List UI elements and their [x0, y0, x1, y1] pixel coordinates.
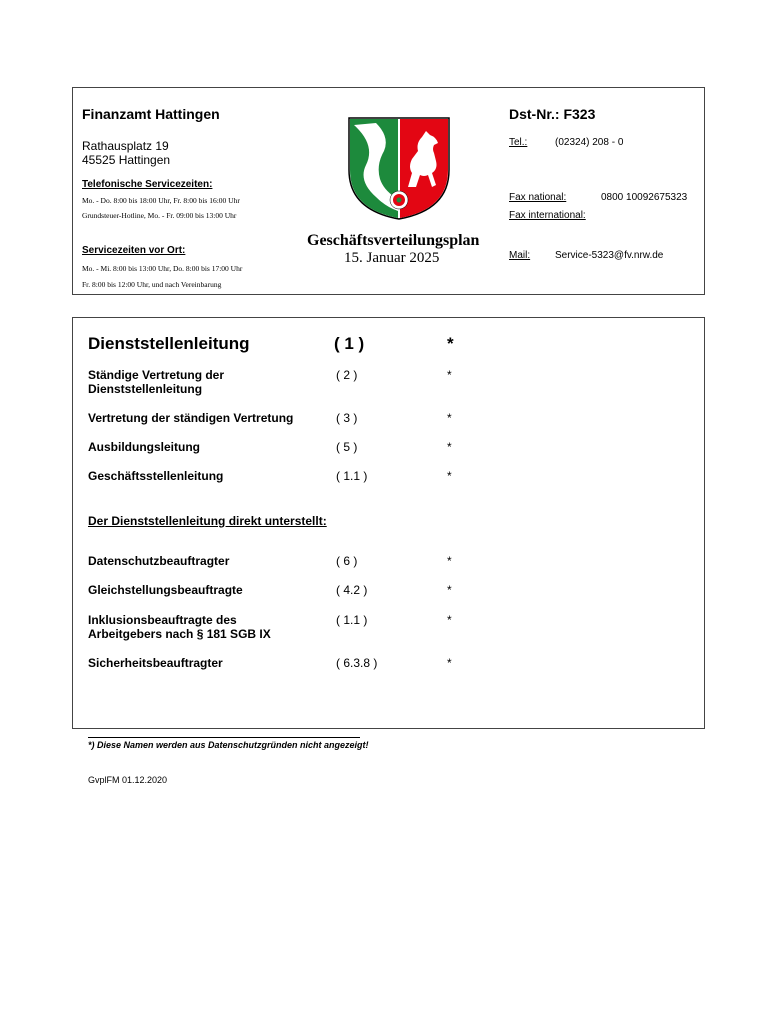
row-star-vertretung-der-standigen: *: [447, 411, 452, 425]
lead-label: Dienststellenleitung: [88, 334, 250, 353]
footnote-divider: [88, 737, 360, 738]
tel-label: Tel.:: [509, 137, 528, 148]
address-line-2: 45525 Hattingen: [82, 153, 171, 167]
sub-row-label-sicherheit: Sicherheitsbeauftragter: [88, 656, 223, 670]
fax-national-value: 0800 10092675323: [601, 192, 688, 203]
sub-row-label-gleichstellung: Gleichstellungsbeauftragte: [88, 583, 243, 597]
footnote-text: *) Diese Namen werden aus Datenschutzgründen nicht angezeigt!: [88, 740, 369, 750]
row-number-geschaeftsstellenleitung: ( 1.1 ): [336, 469, 368, 483]
row-number-standige-vertretung: ( 2 ): [336, 368, 358, 382]
row-label-geschaeftsstellenleitung: Geschäftsstellenleitung: [88, 469, 224, 483]
tel-value: (02324) 208 - 0: [555, 137, 624, 148]
row-label-ausbildungsleitung: Ausbildungsleitung: [88, 440, 200, 454]
onsite-line-2: Fr. 8:00 bis 12:00 Uhr, und nach Vereinbarung: [82, 280, 222, 289]
sub-row-number-inklusion: ( 1.1 ): [336, 613, 368, 627]
dst-nr: Dst-Nr.: F323: [509, 106, 596, 122]
sub-row-label-datenschutz: Datenschutzbeauftragter: [88, 554, 230, 568]
plan-title: Geschäftsverteilungsplan: [307, 232, 480, 249]
onsite-line-1: Mo. - Mi. 8:00 bis 13:00 Uhr, Do. 8:00 bis 17:00 Uhr: [82, 264, 243, 273]
row-label-vertretung-der-standigen: Vertretung der ständigen Vertretung: [88, 411, 294, 425]
row-star-standige-vertretung: *: [447, 368, 452, 382]
sub-row-number-sicherheit: ( 6.3.8 ): [336, 656, 378, 670]
plan-date: 15. Januar 2025: [344, 250, 440, 266]
mail-label: Mail:: [509, 250, 531, 261]
sub-row-star-sicherheit: *: [447, 656, 452, 670]
row-star-ausbildungsleitung: *: [447, 440, 452, 454]
sub-row-label-inklusion: Inklusionsbeauftragte des Arbeitgebers nach § 181 SGB IX: [88, 613, 271, 641]
address-line-1: Rathausplatz 19: [82, 139, 169, 153]
row-number-ausbildungsleitung: ( 5 ): [336, 440, 358, 454]
row-number-vertretung-der-standigen: ( 3 ): [336, 411, 358, 425]
phone-service-line-1: Mo. - Do. 8:00 bis 18:00 Uhr, Fr. 8:00 bis 16:00 Uhr: [82, 196, 240, 205]
version-label: GvplFM 01.12.2020: [88, 775, 168, 785]
sub-row-number-gleichstellung: ( 4.2 ): [336, 583, 368, 597]
fax-national-label: Fax national:: [509, 192, 567, 203]
phone-service-line-2: Grundsteuer-Hotline, Mo. - Fr. 09:00 bis 13:00 Uhr: [82, 211, 237, 220]
fax-international-label: Fax international:: [509, 210, 586, 221]
row-label-standige-vertretung: Ständige Vertretung der Dienststellenleitung: [88, 368, 225, 396]
nrw-coat-of-arms-logo: [346, 115, 452, 221]
lead-star: *: [447, 334, 454, 353]
mail-value: Service-5323@fv.nrw.de: [555, 250, 664, 261]
phone-service-heading: Telefonische Servicezeiten:: [82, 179, 213, 190]
office-name: Finanzamt Hattingen: [82, 106, 220, 122]
sub-row-star-inklusion: *: [447, 613, 452, 627]
direct-subordinate-heading: Der Dienststellenleitung direkt unterstellt:: [88, 514, 327, 528]
lead-number: ( 1 ): [334, 334, 365, 353]
sub-row-star-gleichstellung: *: [447, 583, 452, 597]
sub-row-star-datenschutz: *: [447, 554, 452, 568]
onsite-heading: Servicezeiten vor Ort:: [82, 245, 186, 256]
sub-row-number-datenschutz: ( 6 ): [336, 554, 358, 568]
row-star-geschaeftsstellenleitung: *: [447, 469, 452, 483]
